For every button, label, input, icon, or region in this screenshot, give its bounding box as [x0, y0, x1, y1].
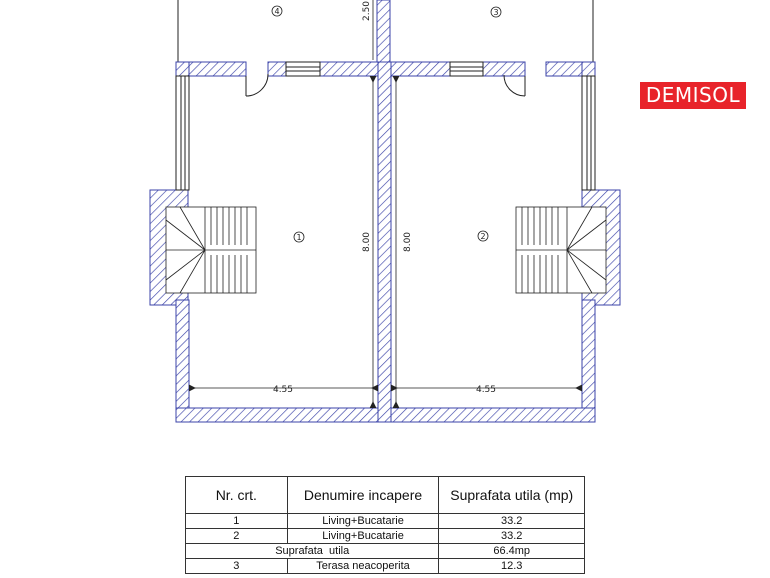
table-row — [186, 529, 585, 544]
svg-text:2: 2 — [480, 232, 486, 241]
row-area: 12.3 — [439, 559, 585, 574]
dimension-label-right-width: 4.55 — [475, 385, 497, 395]
dimension-label-left-width: 4.55 — [272, 385, 294, 395]
room-marker-2 — [478, 231, 488, 241]
row-area: 33.2 — [439, 529, 585, 544]
column-header-nr: Nr. crt. — [186, 477, 288, 514]
room-marker-3 — [491, 7, 501, 17]
room-marker-4 — [272, 6, 282, 16]
row-nr: 3 — [186, 559, 288, 574]
room-marker-1 — [294, 232, 304, 242]
dimension-label-terrace: 2.50 — [362, 0, 372, 22]
row-name: Living+Bucatarie — [287, 529, 439, 544]
row-area: 33.2 — [439, 514, 585, 529]
staircase-right — [516, 207, 606, 293]
column-header-name: Denumire incapere — [287, 477, 439, 514]
dimension-label-left-height: 8.00 — [362, 231, 372, 253]
table-row — [186, 514, 585, 529]
svg-text:4: 4 — [274, 7, 280, 16]
row-nr: 1 — [186, 514, 288, 529]
svg-text:3: 3 — [493, 8, 499, 17]
table-total-row — [186, 544, 585, 559]
table-row — [186, 559, 585, 574]
total-label: Suprafata utila — [186, 544, 439, 559]
column-header-area: Suprafata utila (mp) — [439, 477, 585, 514]
row-nr: 2 — [186, 529, 288, 544]
table-header-row — [186, 477, 585, 514]
dimension-label-right-height: 8.00 — [403, 231, 413, 253]
total-value: 66.4mp — [439, 544, 585, 559]
level-badge: DEMISOL — [640, 82, 746, 109]
svg-text:1: 1 — [296, 233, 302, 242]
staircase-left — [166, 207, 256, 293]
row-name: Terasa neacoperita — [287, 559, 439, 574]
area-table — [185, 476, 585, 574]
row-name: Living+Bucatarie — [287, 514, 439, 529]
